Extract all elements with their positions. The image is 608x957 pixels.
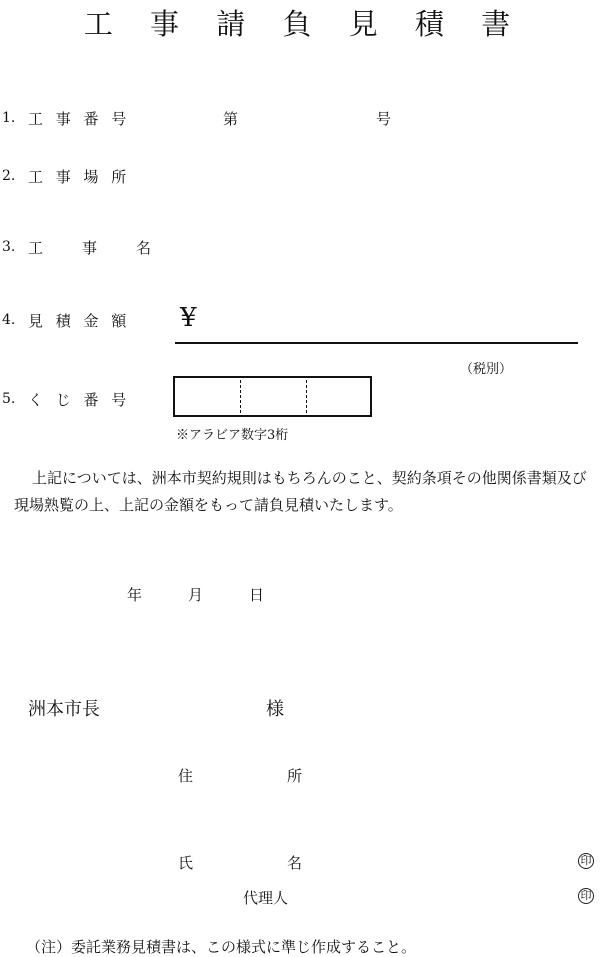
item-number-4: 4. (2, 312, 16, 328)
date-year-label: 年 (127, 586, 143, 604)
construction-number-prefix: 第 (223, 110, 239, 128)
tax-excluded-note: （税別） (460, 362, 513, 377)
lottery-digit-1[interactable] (175, 378, 241, 415)
date-day-label: 日 (249, 586, 265, 604)
addressee-name: 洲本市長 (28, 699, 100, 720)
lottery-number-note: ※アラビア数字3桁 (176, 428, 289, 443)
agent-label: 代理人 (243, 889, 289, 907)
item-number-5: 5. (2, 391, 16, 407)
lottery-digit-3[interactable] (307, 378, 370, 415)
yen-sign: ¥ (180, 303, 197, 333)
seal-mark-signer: 印 (578, 853, 594, 869)
declaration-line-2: 現場熟覧の上、上記の金額をもって請負見積いたします。 (14, 496, 403, 514)
item-label-construction-number: 工 事 番 号 (28, 110, 131, 128)
item-number-3: 3. (2, 239, 16, 255)
item-label-construction-site: 工 事 場 所 (28, 168, 131, 186)
name-label-part-1: 氏 (178, 854, 194, 872)
lottery-digit-2[interactable] (241, 378, 307, 415)
item-number-2: 2. (2, 168, 16, 184)
document-title: 工 事 請 負 見 積 書 (83, 7, 525, 41)
declaration-line-1: 上記については、洲本市契約規則はもちろんのこと、契約条項その他関係書類及び (32, 469, 587, 487)
construction-number-suffix: 号 (376, 110, 392, 128)
item-label-lottery-number: く じ 番 号 (28, 391, 131, 409)
declaration-paragraph (14, 465, 608, 519)
name-label-part-2: 名 (287, 854, 303, 872)
addressee-honorific: 様 (266, 699, 284, 720)
address-label-part-1: 住 (178, 767, 194, 785)
item-number-1: 1. (2, 110, 16, 126)
item-label-construction-name: 工 事 名 (28, 239, 155, 257)
footer-note: （注）委託業務見積書は、この様式に準じ作成すること。 (26, 938, 417, 956)
address-label-part-2: 所 (287, 767, 303, 785)
seal-mark-agent: 印 (578, 888, 594, 904)
amount-underline (175, 342, 578, 344)
item-label-estimate-amount: 見 積 金 額 (28, 312, 131, 330)
lottery-number-box[interactable] (173, 376, 372, 417)
date-month-label: 月 (188, 586, 204, 604)
